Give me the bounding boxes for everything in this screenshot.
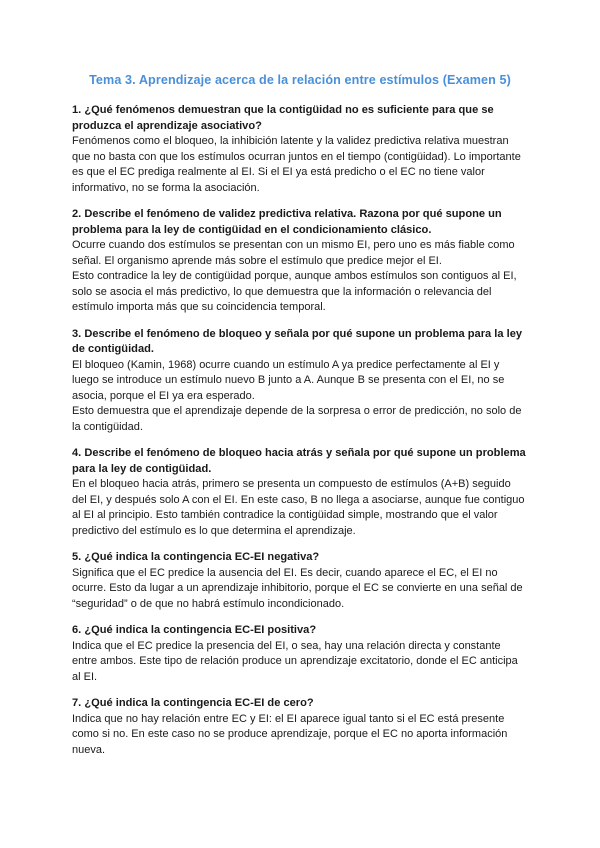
question-heading: 2. Describe el fenómeno de validez predictiva relativa. Razona por qué supone un problema para la ley de contigüidad en el condicionamiento clásico. — [72, 208, 502, 236]
answer-paragraph: Esto contradice la ley de contigüidad porque, aunque ambos estímulos son contiguos al EI, solo se asocia el más predictivo, lo que demuestra que la información o relevancia del estímulo importa más que su coincidencia temporal. — [72, 270, 517, 313]
answer-paragraph: Fenómenos como el bloqueo, la inhibición latente y la validez predictiva relativa muestran que no basta con que los estímulos ocurran juntos en el tiempo (contigüidad). Lo importante es que el EC prediga realmente al EI. Si el EI ya está predicho o el EC no tiene valor informativo, no se forma la asociación. — [72, 135, 521, 194]
question-heading: 4. Describe el fenómeno de bloqueo hacia atrás y señala por qué supone un problema para la ley de contigüidad. — [72, 447, 526, 475]
question-section-7 — [72, 696, 528, 758]
question-section-4 — [72, 446, 528, 539]
question-section-6 — [72, 623, 528, 685]
answer-paragraph: El bloqueo (Kamin, 1968) ocurre cuando un estímulo A ya predice perfectamente al EI y luego se introduce un estímulo nuevo B junto a A. Aunque B se presenta con el EI, no se asocia, porque el EI ya era esperado. — [72, 358, 505, 402]
answer-paragraph: Esto demuestra que el aprendizaje depende de la sorpresa o error de predicción, no solo de la contigüidad. — [72, 405, 522, 433]
question-heading: 6. ¿Qué indica la contingencia EC-EI positiva? — [72, 624, 317, 636]
question-heading: 7. ¿Qué indica la contingencia EC-EI de cero? — [72, 697, 314, 709]
answer-paragraph: Indica que no hay relación entre EC y EI: el EI aparece igual tanto si el EC está presente como si no. En este caso no se produce aprendizaje, porque el EC no aporta información nueva. — [72, 712, 508, 756]
question-heading: 5. ¿Qué indica la contingencia EC-EI negativa? — [72, 551, 320, 563]
question-section-5 — [72, 550, 528, 612]
answer-paragraph: Significa que el EC predice la ausencia del EI. Es decir, cuando aparece el EC, el EI no ocurre. Esto da lugar a un aprendizaje inhibitorio, porque el EC se convierte en una señal de “seguridad” o de que no habrá estímulo incondicionado. — [72, 566, 523, 610]
document-title: Tema 3. Aprendizaje acerca de la relación entre estímulos (Examen 5) — [89, 73, 511, 87]
question-section-1 — [72, 103, 528, 196]
question-heading: 3. Describe el fenómeno de bloqueo y señala por qué supone un problema para la ley de contigüidad. — [72, 327, 523, 355]
answer-paragraph: En el bloqueo hacia atrás, primero se presenta un compuesto de estímulos (A+B) seguido del EI, y después solo A con el EI. En este caso, B no llega a asociarse, aunque fue contiguo al EI al principio. Esto también contradice la contigüidad simple, mostrando que el valor predictivo del estímulo es lo que determina el aprendizaje. — [72, 478, 525, 537]
answer-paragraph: Ocurre cuando dos estímulos se presentan con un mismo EI, pero uno es más fiable como señal. El organismo aprende más sobre el estímulo que predice mejor el EI. — [72, 239, 515, 267]
answer-paragraph: Indica que el EC predice la presencia del EI, o sea, hay una relación directa y constante entre ambos. Este tipo de relación produce un aprendizaje excitatorio, donde el EC anticipa al EI. — [72, 639, 518, 683]
question-heading: 1. ¿Qué fenómenos demuestran que la contigüidad no es suficiente para que se produzca el aprendizaje asociativo? — [72, 104, 494, 132]
question-section-2 — [72, 207, 528, 316]
question-section-3 — [72, 327, 528, 436]
